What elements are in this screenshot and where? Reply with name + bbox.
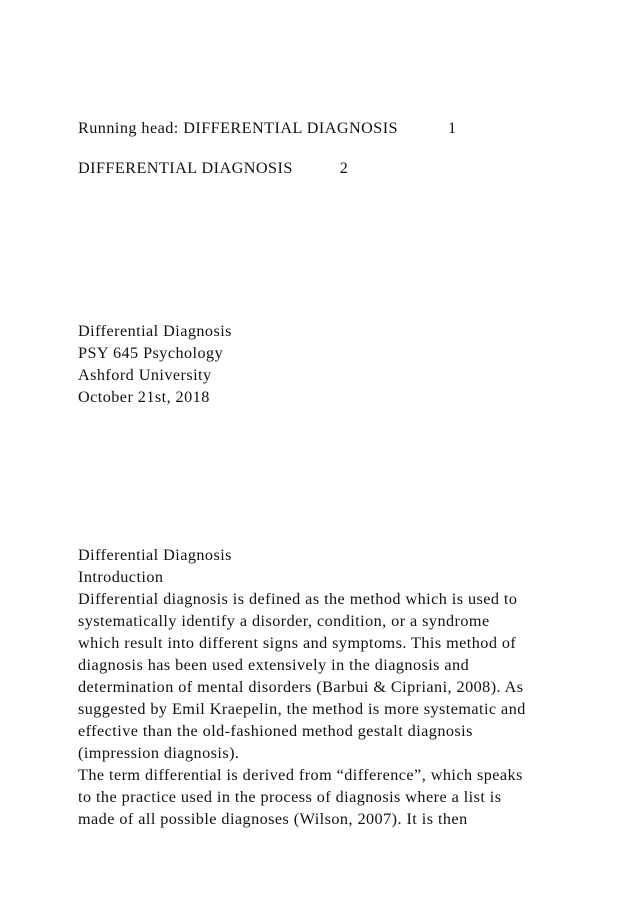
short-head: DIFFERENTIAL DIAGNOSIS — [78, 159, 293, 177]
running-head-line — [78, 117, 457, 139]
section-heading: Introduction — [78, 568, 164, 586]
institution-name: Ashford University — [78, 366, 212, 384]
paragraph-line: Differential diagnosis is defined as the method which is used to — [78, 590, 518, 608]
body-title: Differential Diagnosis — [78, 546, 232, 564]
running-head: Running head: DIFFERENTIAL DIAGNOSIS — [78, 119, 398, 137]
paragraph-line: to the practice used in the process of diagnosis where a list is — [78, 788, 502, 806]
short-head-line — [78, 157, 348, 179]
paragraph-line: diagnosis has been used extensively in the diagnosis and — [78, 656, 470, 674]
paragraph-line: which result into different signs and symptoms. This method of — [78, 634, 517, 652]
page-number: 1 — [448, 119, 457, 137]
course-name: PSY 645 Psychology — [78, 344, 224, 362]
page-number: 2 — [339, 159, 349, 177]
paper-title: Differential Diagnosis — [78, 322, 232, 340]
paragraph-line: systematically identify a disorder, condition, or a syndrome — [78, 612, 490, 630]
paragraph-line: (impression diagnosis). — [78, 744, 240, 762]
paragraph-line: determination of mental disorders (Barbui & Cipriani, 2008). As — [78, 678, 524, 696]
paragraph-line: made of all possible diagnoses (Wilson, 2007). It is then — [78, 810, 468, 828]
paragraph-line: The term differential is derived from “difference”, which speaks — [78, 766, 523, 784]
paragraph-line: effective than the old-fashioned method gestalt diagnosis — [78, 722, 473, 740]
paragraph-line: suggested by Emil Kraepelin, the method is more systematic and — [78, 700, 526, 718]
submission-date: October 21st, 2018 — [78, 388, 210, 406]
